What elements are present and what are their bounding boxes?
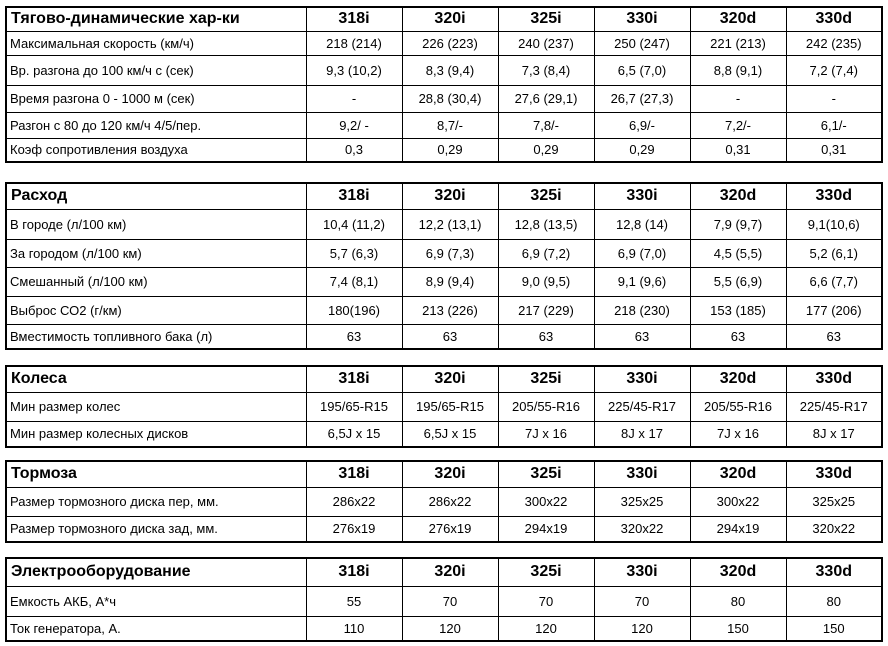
cell-value: - xyxy=(786,85,882,112)
cell-value: 10,4 (11,2) xyxy=(306,209,402,239)
model-header: 320i xyxy=(402,558,498,586)
model-header: 330d xyxy=(786,461,882,487)
table-row xyxy=(6,421,882,447)
model-header: 330i xyxy=(594,366,690,392)
row-label: За городом (л/100 км) xyxy=(6,239,306,267)
cell-value: 217 (229) xyxy=(498,296,594,324)
row-label: В городе (л/100 км) xyxy=(6,209,306,239)
cell-value: - xyxy=(690,85,786,112)
cell-value: 240 (237) xyxy=(498,31,594,55)
cell-value: 120 xyxy=(498,616,594,641)
row-label: Время разгона 0 - 1000 м (сек) xyxy=(6,85,306,112)
cell-value: 12,8 (13,5) xyxy=(498,209,594,239)
table-row xyxy=(6,267,882,296)
model-header: 330i xyxy=(594,7,690,31)
cell-value: 6,5 (7,0) xyxy=(594,55,690,85)
cell-value: 110 xyxy=(306,616,402,641)
cell-value: 0,31 xyxy=(690,138,786,162)
cell-value: 7,2 (7,4) xyxy=(786,55,882,85)
section-title: Тягово-динамические хар-ки xyxy=(6,7,306,31)
cell-value: 320x22 xyxy=(786,516,882,542)
section-title: Колеса xyxy=(6,366,306,392)
table-row xyxy=(6,138,882,162)
cell-value: 320x22 xyxy=(594,516,690,542)
row-label: Ток генератора, А. xyxy=(6,616,306,641)
model-header: 330i xyxy=(594,461,690,487)
section-header-row xyxy=(6,7,882,31)
cell-value: 0,31 xyxy=(786,138,882,162)
section-header-row xyxy=(6,558,882,586)
row-label: Коэф сопротивления воздуха xyxy=(6,138,306,162)
cell-value: 7,4 (8,1) xyxy=(306,267,402,296)
model-header: 330d xyxy=(786,7,882,31)
cell-value: 195/65-R15 xyxy=(402,392,498,421)
model-header: 330d xyxy=(786,558,882,586)
cell-value: 8,3 (9,4) xyxy=(402,55,498,85)
cell-value: 7,9 (9,7) xyxy=(690,209,786,239)
section-title: Тормоза xyxy=(6,461,306,487)
cell-value: 294x19 xyxy=(690,516,786,542)
table-row xyxy=(6,85,882,112)
table-row xyxy=(6,55,882,85)
model-header: 320i xyxy=(402,366,498,392)
model-header: 325i xyxy=(498,461,594,487)
cell-value: 5,7 (6,3) xyxy=(306,239,402,267)
cell-value: 120 xyxy=(402,616,498,641)
model-header: 318i xyxy=(306,7,402,31)
model-header: 330d xyxy=(786,366,882,392)
cell-value: 12,2 (13,1) xyxy=(402,209,498,239)
table-dynamics xyxy=(5,6,883,163)
cell-value: 6,9 (7,0) xyxy=(594,239,690,267)
cell-value: 276x19 xyxy=(306,516,402,542)
cell-value: 55 xyxy=(306,586,402,616)
row-label: Мин размер колесных дисков xyxy=(6,421,306,447)
table-row xyxy=(6,31,882,55)
model-header: 325i xyxy=(498,558,594,586)
cell-value: 70 xyxy=(402,586,498,616)
cell-value: 6,1/- xyxy=(786,112,882,138)
model-header: 320i xyxy=(402,7,498,31)
cell-value: 180(196) xyxy=(306,296,402,324)
model-header: 330i xyxy=(594,558,690,586)
cell-value: 70 xyxy=(594,586,690,616)
cell-value: 286x22 xyxy=(402,487,498,516)
section-title: Расход xyxy=(6,183,306,209)
section-title: Электрооборудование xyxy=(6,558,306,586)
model-header: 320i xyxy=(402,461,498,487)
cell-value: 120 xyxy=(594,616,690,641)
section-header-row xyxy=(6,183,882,209)
cell-value: 63 xyxy=(786,324,882,349)
cell-value: 213 (226) xyxy=(402,296,498,324)
model-header: 320d xyxy=(690,183,786,209)
cell-value: 325x25 xyxy=(786,487,882,516)
model-header: 318i xyxy=(306,558,402,586)
table-wheels xyxy=(5,365,883,448)
cell-value: 63 xyxy=(306,324,402,349)
cell-value: 6,9 (7,3) xyxy=(402,239,498,267)
table-brakes xyxy=(5,460,883,543)
cell-value: 195/65-R15 xyxy=(306,392,402,421)
cell-value: 6,9 (7,2) xyxy=(498,239,594,267)
row-label: Максимальная скорость (км/ч) xyxy=(6,31,306,55)
cell-value: 6,9/- xyxy=(594,112,690,138)
cell-value: 0,3 xyxy=(306,138,402,162)
cell-value: 225/45-R17 xyxy=(594,392,690,421)
cell-value: 153 (185) xyxy=(690,296,786,324)
model-header: 320d xyxy=(690,366,786,392)
cell-value: 242 (235) xyxy=(786,31,882,55)
cell-value: 218 (214) xyxy=(306,31,402,55)
cell-value: 150 xyxy=(786,616,882,641)
cell-value: 80 xyxy=(786,586,882,616)
cell-value: 8,8 (9,1) xyxy=(690,55,786,85)
cell-value: 7J x 16 xyxy=(690,421,786,447)
cell-value: 7,3 (8,4) xyxy=(498,55,594,85)
row-label: Вместимость топливного бака (л) xyxy=(6,324,306,349)
table-row xyxy=(6,324,882,349)
cell-value: 276x19 xyxy=(402,516,498,542)
cell-value: 226 (223) xyxy=(402,31,498,55)
model-header: 330d xyxy=(786,183,882,209)
cell-value: 9,2/ - xyxy=(306,112,402,138)
cell-value: 8,9 (9,4) xyxy=(402,267,498,296)
cell-value: 250 (247) xyxy=(594,31,690,55)
cell-value: 8,7/- xyxy=(402,112,498,138)
cell-value: 0,29 xyxy=(498,138,594,162)
cell-value: 294x19 xyxy=(498,516,594,542)
row-label: Размер тормозного диска пер, мм. xyxy=(6,487,306,516)
table-row xyxy=(6,516,882,542)
cell-value: 300x22 xyxy=(498,487,594,516)
model-header: 325i xyxy=(498,7,594,31)
cell-value: 4,5 (5,5) xyxy=(690,239,786,267)
row-label: Емкость АКБ, А*ч xyxy=(6,586,306,616)
cell-value: 6,6 (7,7) xyxy=(786,267,882,296)
table-row xyxy=(6,209,882,239)
cell-value: 12,8 (14) xyxy=(594,209,690,239)
model-header: 318i xyxy=(306,366,402,392)
cell-value: 8J x 17 xyxy=(786,421,882,447)
cell-value: 28,8 (30,4) xyxy=(402,85,498,112)
table-row xyxy=(6,296,882,324)
table-row xyxy=(6,112,882,138)
table-row xyxy=(6,586,882,616)
model-header: 320d xyxy=(690,7,786,31)
cell-value: 6,5J x 15 xyxy=(306,421,402,447)
table-consumption xyxy=(5,182,883,350)
cell-value: 63 xyxy=(594,324,690,349)
cell-value: 177 (206) xyxy=(786,296,882,324)
cell-value: 27,6 (29,1) xyxy=(498,85,594,112)
cell-value: 5,2 (6,1) xyxy=(786,239,882,267)
cell-value: 7,8/- xyxy=(498,112,594,138)
table-row xyxy=(6,239,882,267)
cell-value: 300x22 xyxy=(690,487,786,516)
cell-value: 150 xyxy=(690,616,786,641)
cell-value: 325x25 xyxy=(594,487,690,516)
model-header: 318i xyxy=(306,183,402,209)
model-header: 325i xyxy=(498,366,594,392)
table-row xyxy=(6,487,882,516)
row-label: Мин размер колес xyxy=(6,392,306,421)
cell-value: 7,2/- xyxy=(690,112,786,138)
model-header: 318i xyxy=(306,461,402,487)
cell-value: 7J x 16 xyxy=(498,421,594,447)
cell-value: 6,5J x 15 xyxy=(402,421,498,447)
cell-value: 218 (230) xyxy=(594,296,690,324)
cell-value: - xyxy=(306,85,402,112)
cell-value: 80 xyxy=(690,586,786,616)
cell-value: 9,3 (10,2) xyxy=(306,55,402,85)
section-header-row xyxy=(6,461,882,487)
cell-value: 0,29 xyxy=(402,138,498,162)
row-label: Выброс СО2 (г/км) xyxy=(6,296,306,324)
model-header: 320i xyxy=(402,183,498,209)
model-header: 320d xyxy=(690,461,786,487)
row-label: Размер тормозного диска зад, мм. xyxy=(6,516,306,542)
cell-value: 8J x 17 xyxy=(594,421,690,447)
model-header: 320d xyxy=(690,558,786,586)
cell-value: 9,1(10,6) xyxy=(786,209,882,239)
row-label: Вр. разгона до 100 км/ч с (сек) xyxy=(6,55,306,85)
section-header-row xyxy=(6,366,882,392)
cell-value: 286x22 xyxy=(306,487,402,516)
cell-value: 26,7 (27,3) xyxy=(594,85,690,112)
model-header: 325i xyxy=(498,183,594,209)
table-electrical xyxy=(5,557,883,642)
cell-value: 63 xyxy=(690,324,786,349)
cell-value: 63 xyxy=(402,324,498,349)
cell-value: 205/55-R16 xyxy=(498,392,594,421)
cell-value: 5,5 (6,9) xyxy=(690,267,786,296)
row-label: Смешанный (л/100 км) xyxy=(6,267,306,296)
cell-value: 221 (213) xyxy=(690,31,786,55)
cell-value: 0,29 xyxy=(594,138,690,162)
cell-value: 225/45-R17 xyxy=(786,392,882,421)
model-header: 330i xyxy=(594,183,690,209)
cell-value: 9,0 (9,5) xyxy=(498,267,594,296)
cell-value: 70 xyxy=(498,586,594,616)
cell-value: 63 xyxy=(498,324,594,349)
cell-value: 205/55-R16 xyxy=(690,392,786,421)
row-label: Разгон с 80 до 120 км/ч 4/5/пер. xyxy=(6,112,306,138)
cell-value: 9,1 (9,6) xyxy=(594,267,690,296)
table-row xyxy=(6,392,882,421)
table-row xyxy=(6,616,882,641)
